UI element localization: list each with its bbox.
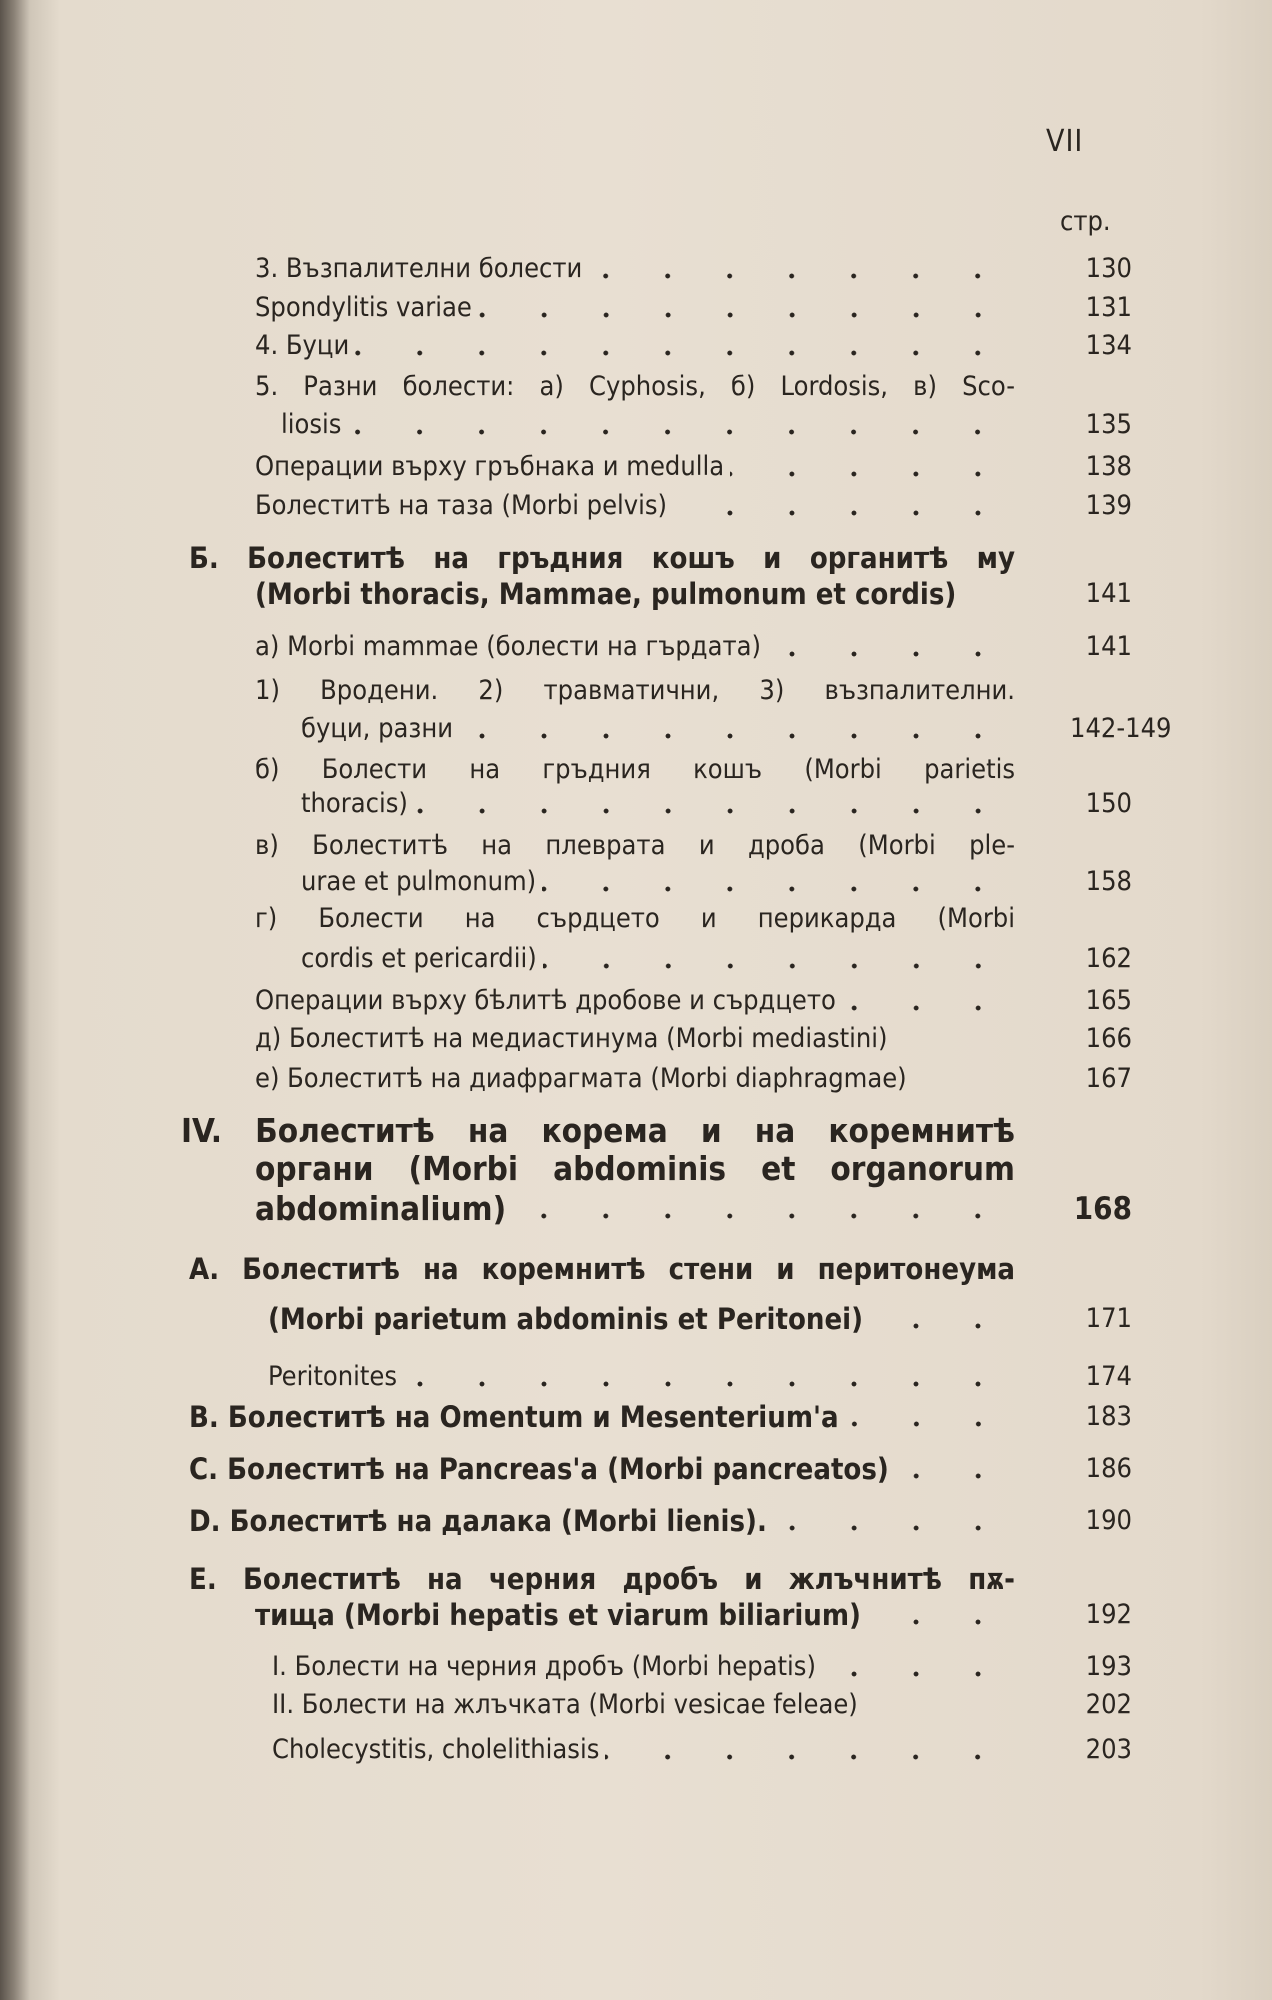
toc-line: [255, 370, 1015, 404]
page-column-header: стр.: [1060, 206, 1111, 237]
toc-entry-text: буци, разни: [301, 713, 453, 744]
dot-leader: [869, 1323, 1009, 1329]
toc-line: [281, 408, 1015, 442]
toc-entry-text: г) Болести на сърдцето и перикарда (Morbi: [255, 903, 1015, 934]
toc-entry-text: С. Болеститѣ на Pancreas'a (Morbi pancreatos): [189, 1452, 889, 1486]
toc-page-number: 174: [1085, 1361, 1132, 1392]
toc-line: [301, 942, 1015, 976]
toc-page-number: 142-149: [1070, 713, 1172, 744]
toc-page-number: 203: [1085, 1734, 1132, 1765]
toc-line: [272, 1733, 1015, 1767]
toc-page-number: 167: [1085, 1063, 1132, 1094]
toc-line: [189, 1252, 1015, 1286]
toc-page-number: 168: [1073, 1191, 1132, 1227]
dot-leader: [730, 471, 1009, 477]
toc-line: [255, 753, 1015, 787]
toc-line: [255, 902, 1015, 936]
dot-leader: [845, 1421, 1009, 1427]
toc-line: [255, 1022, 1015, 1056]
dot-leader: [512, 1213, 1009, 1219]
toc-page-number: 131: [1085, 292, 1132, 323]
dot-leader: [347, 429, 1009, 435]
toc-line: [301, 865, 1015, 899]
toc-entry-text: Cholecystitis, cholelithiasis: [272, 1734, 600, 1765]
toc-page-number: 130: [1085, 253, 1132, 284]
toc-page-number: 135: [1085, 409, 1132, 440]
toc-line: [301, 787, 1015, 821]
toc-entry-text: д) Болеститѣ на медиастинума (Morbi mediastini): [255, 1023, 888, 1054]
toc-entry-text: IV. Болеститѣ на корема и на коремнитѣ: [181, 1111, 1015, 1150]
dot-leader: [355, 350, 1009, 356]
toc-line: [255, 252, 1015, 286]
toc-entry-text: abdominalium): [255, 1189, 507, 1228]
dot-leader: [867, 1619, 1009, 1625]
toc-line: [268, 1302, 1015, 1336]
toc-line: [255, 1150, 1015, 1188]
toc-line: [255, 829, 1015, 863]
toc-entry-text: II. Болести на жлъчката (Morbi vesicae feleae): [272, 1689, 858, 1720]
toc-line: [189, 1504, 1015, 1538]
toc-entry-text: В. Болеститѣ на Omentum и Mesenterium'a: [189, 1400, 839, 1434]
toc-entry-text: Е. Болеститѣ на черния дробъ и жлъчнитѣ пѫ-: [189, 1562, 1015, 1596]
toc-line: [272, 1688, 1015, 1722]
toc-entry-text: Болеститѣ на таза (Morbi pelvis): [255, 490, 668, 521]
toc-line: [255, 1190, 1015, 1228]
toc-line: [181, 1112, 1015, 1150]
toc-line: [189, 1452, 1015, 1486]
toc-entry-text: Spondylitis variae: [255, 292, 472, 323]
toc-entry-text: 1) Вродени. 2) травматични, 3) възпалителни.: [255, 675, 1015, 706]
dot-leader: [767, 651, 1009, 657]
toc-entry-text: в) Болеститѣ на плеврата и дроба (Morbi ple-: [255, 830, 1015, 861]
toc-entry-text: Операции върху гръбнака и medulla: [255, 451, 725, 482]
dot-leader: [895, 1473, 1009, 1479]
dot-leader: [542, 886, 1009, 892]
toc-page-number: 141: [1085, 631, 1132, 662]
toc-entry-text: I. Болести на черния дробъ (Morbi hepatis): [272, 1651, 816, 1682]
toc-entry-text: liosis: [281, 409, 342, 440]
toc-entry-text: (Morbi parietum abdominis et Peritonei): [268, 1302, 864, 1336]
toc-page-number: 171: [1085, 1303, 1132, 1334]
dot-leader: [588, 273, 1009, 279]
toc-line: [189, 541, 1015, 575]
toc-entry-text: urae et pulmonum): [301, 866, 537, 897]
toc-page-number: 138: [1085, 451, 1132, 482]
toc-line: [255, 1598, 1015, 1632]
toc-line: [268, 1360, 1015, 1394]
toc-line: [255, 291, 1015, 325]
toc-page-number: 139: [1085, 490, 1132, 521]
toc-page-number: 162: [1085, 943, 1132, 974]
toc-line: [301, 712, 1015, 746]
toc-page-number: 193: [1085, 1651, 1132, 1682]
toc-page-number: 150: [1085, 788, 1132, 819]
toc-line: [189, 1562, 1015, 1596]
toc-entry-text: б) Болести на гръдния кошъ (Morbi parietis: [255, 754, 1015, 785]
toc-entry-text: 4. Буци: [255, 330, 350, 361]
toc-page-number: 158: [1085, 866, 1132, 897]
toc-line: [255, 489, 1015, 523]
dot-leader: [403, 1381, 1009, 1387]
toc-entry-text: органи (Morbi abdominis et organorum: [255, 1149, 1015, 1188]
toc-page-number: 183: [1085, 1401, 1132, 1432]
toc-line: [272, 1650, 1015, 1684]
toc-entry-text: (Morbi thoracis, Mammae, pulmonum et cordis): [255, 577, 957, 611]
toc-page-number: 166: [1085, 1023, 1132, 1054]
toc-entry-text: а) Morbi mammae (болести на гърдата): [255, 631, 761, 662]
dot-leader: [543, 963, 1009, 969]
toc-entry-text: Операции върху бѣлитѣ дробове и сърдцето: [255, 985, 836, 1016]
toc-page-number: 141: [1085, 578, 1132, 609]
toc-entry-text: Peritonites: [268, 1361, 398, 1392]
toc-page-number: 134: [1085, 330, 1132, 361]
toc-entry-text: е) Болеститѣ на диафрагмата (Morbi diaphragmae): [255, 1063, 907, 1094]
toc-page-number: 186: [1085, 1453, 1132, 1484]
toc-page-number: 202: [1085, 1689, 1132, 1720]
toc-page-number: 165: [1085, 985, 1132, 1016]
toc-entry-text: thoracis): [301, 788, 408, 819]
page-number: VII: [1046, 124, 1084, 159]
dot-leader: [414, 808, 1009, 814]
toc-entry-text: cordis et pericardii): [301, 943, 537, 974]
toc-entry-text: А. Болеститѣ на коремнитѣ стени и перитонеума: [189, 1252, 1015, 1286]
toc-entry-text: D. Болеститѣ на далака (Morbi lienis).: [189, 1504, 767, 1538]
toc-entry-text: Б. Болеститѣ на гръдния кошъ и органитѣ му: [189, 541, 1015, 575]
dot-leader: [459, 733, 1009, 739]
toc-line: [255, 630, 1015, 664]
dot-leader: [478, 312, 1009, 318]
dot-leader: [605, 1754, 1009, 1760]
toc-page-number: 192: [1085, 1599, 1132, 1630]
toc-line: [189, 1400, 1015, 1434]
toc-line: [255, 329, 1015, 363]
toc-line: [255, 674, 1015, 708]
toc-entry-text: 3. Възпалителни болести: [255, 253, 583, 284]
toc-entry-text: 5. Разни болести: а) Cyphosis, б) Lordosis, в) Sco-: [255, 371, 1015, 402]
toc-line: [255, 984, 1015, 1018]
dot-leader: [673, 510, 1009, 516]
dot-leader: [822, 1671, 1009, 1677]
toc-line: [255, 577, 1015, 611]
toc-line: [255, 450, 1015, 484]
toc-page-number: 190: [1085, 1505, 1132, 1536]
toc-entry-text: тища (Morbi hepatis et viarum biliarium): [255, 1598, 861, 1632]
dot-leader: [773, 1525, 1009, 1531]
dot-leader: [842, 1005, 1009, 1011]
toc-line: [255, 1062, 1015, 1096]
